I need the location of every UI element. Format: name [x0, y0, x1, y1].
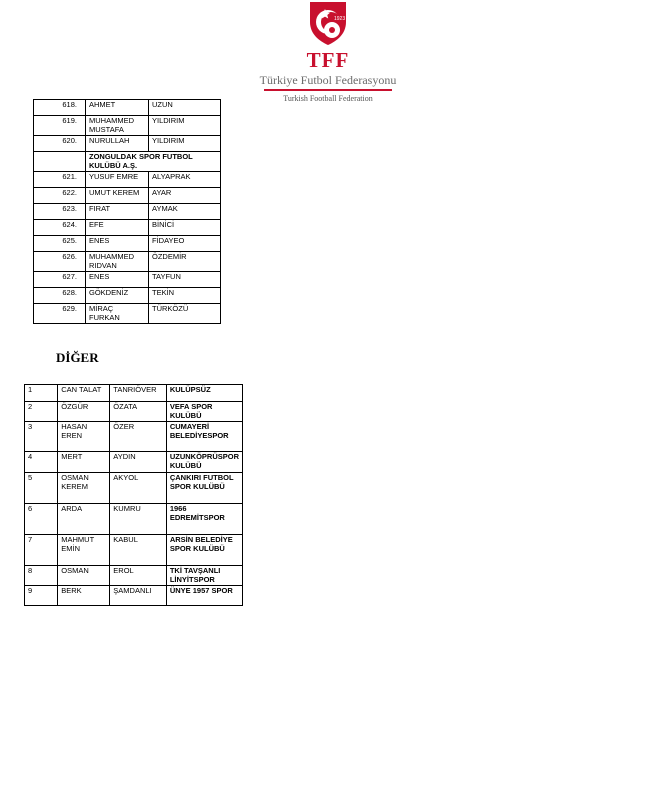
table-row: 9 BERK ŞAMDANLI ÜNYE 1957 SPOR [25, 586, 243, 606]
table-row: 620. NURULLAH YILDIRIM [34, 136, 221, 152]
club-header-row [34, 152, 221, 172]
table-row: 618. AHMET UZUN [34, 100, 221, 116]
table-row: 7 MAHMUT EMİN KABUL ARSİN BELEDİYE SPOR KULÜBÜ [25, 535, 243, 566]
divider [264, 89, 392, 91]
brand-abbr: TFF [306, 48, 350, 72]
table-row: 621. YUSUF EMRE ALYAPRAK [34, 172, 221, 188]
club-name: ZONGULDAK SPOR FUTBOL KULÜBÜ A.Ş. [86, 152, 221, 172]
table-row: 5 OSMAN KEREM AKYOL ÇANKIRI FUTBOL SPOR KULÜBÜ [25, 473, 243, 504]
table-row: 619. MUHAMMED MUSTAFA YILDIRIM [34, 116, 221, 136]
federation-name: Türkiye Futbol Federasyonu [259, 73, 397, 87]
table-row: 628. GÖKDENİZ TEKİN [34, 288, 221, 304]
svg-text:1923: 1923 [334, 16, 346, 22]
table-row: 3 HASAN EREN ÖZER CUMAYERİ BELEDİYESPOR [25, 422, 243, 452]
tff-logo [258, 0, 398, 104]
table-row: 629. MİRAÇ FURKAN TÜRKÖZÜ [34, 304, 221, 324]
tff-emblem-icon [306, 0, 350, 46]
federation-name-en: Turkish Football Federation [283, 94, 373, 103]
player-table [33, 99, 221, 324]
section-title: DİĞER [56, 350, 99, 365]
table-row: 6 ARDA KUMRU 1966 EDREMİTSPOR [25, 504, 243, 535]
table-row: 2 ÖZGÜR ÖZATA VEFA SPOR KULÜBÜ [25, 402, 243, 422]
table-row: 625. ENES FİDAYEO [34, 236, 221, 252]
table-row: 623. FIRAT AYMAK [34, 204, 221, 220]
table-row: 622. UMUT KEREM AYAR [34, 188, 221, 204]
table-row: 1 CAN TALAT TANRIÖVER KULÜPSÜZ [25, 385, 243, 402]
table-row: 627. ENES TAYFUN [34, 272, 221, 288]
table-row: 626. MUHAMMED RIDVAN ÖZDEMİR [34, 252, 221, 272]
table-row: 8 OSMAN EROL TKİ TAVŞANLI LİNYİTSPOR [25, 566, 243, 586]
table-row: 624. EFE BİNİCİ [34, 220, 221, 236]
other-players-table [24, 384, 243, 606]
table-row: 4 MERT AYDIN UZUNKÖPRÜSPOR KULÜBÜ [25, 452, 243, 473]
